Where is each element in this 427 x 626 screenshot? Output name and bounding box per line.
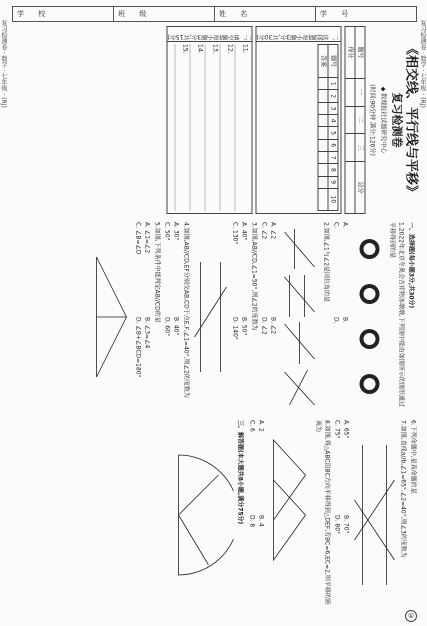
fill-blank-number: 15. (181, 44, 189, 54)
angle-figures (280, 227, 320, 407)
fill-blank-number: 11. (241, 44, 249, 54)
question-5-options (134, 222, 152, 412)
question-2-options (260, 222, 278, 412)
question-3 (250, 222, 259, 412)
answer-grid-number: 7 (328, 151, 338, 163)
score-cell[interactable] (345, 162, 355, 214)
option-a[interactable]: A. 40° (240, 222, 248, 241)
question-4-options (163, 222, 181, 412)
question-number: 5. (153, 222, 161, 228)
option-b[interactable]: B. (341, 317, 349, 324)
option-c[interactable]: C. 50° (163, 222, 171, 241)
answer-grid-number: 9 (328, 176, 338, 188)
score-header-cell: 题号 (355, 27, 365, 79)
option-c[interactable]: C. ∠B=∠D (134, 222, 142, 255)
column-1 (8, 26, 419, 214)
option-c[interactable]: C. (332, 222, 340, 229)
mascot-icon (360, 284, 380, 304)
question-7-options (333, 420, 351, 610)
fill-blank-item[interactable] (174, 44, 189, 211)
class-field[interactable] (114, 7, 215, 21)
mascot-icon (360, 374, 380, 394)
answer-cell[interactable] (318, 164, 328, 176)
question-number: 3. (250, 222, 258, 228)
answer-grid-number: 5 (328, 127, 338, 139)
question-number: 2. (322, 222, 330, 228)
left-margin-strip: 复习检测卷 · 数学 · 七年级 · (RJ) (0, 20, 7, 108)
question-6 (409, 420, 418, 610)
exam-page (8, 26, 419, 618)
answer-cell[interactable] (318, 139, 328, 151)
score-cell[interactable] (345, 106, 355, 134)
answer-cell[interactable] (318, 188, 328, 210)
mascot-icon (360, 329, 380, 349)
id-field[interactable] (316, 7, 416, 21)
mascot-icon (360, 239, 380, 259)
exam-title: 《相交线、平行线与平移》 (403, 41, 419, 198)
option-c[interactable]: C. 6 (248, 420, 256, 432)
right-margin-strip: 复习检测卷 · 数学 · 七年级 · (RJ) (419, 20, 426, 108)
fill-blank-item[interactable] (219, 44, 234, 211)
question-text: 如图,AB//CD,EF分别交AB,CD于点E,F,∠1=40°,则∠2的度数为 (182, 227, 190, 398)
question-3-options (231, 222, 249, 412)
answer-grid-number: 10 (328, 188, 338, 210)
parallel-lines-figure (193, 257, 229, 377)
school-field[interactable] (13, 7, 114, 21)
answer-grid-label: 题号 (328, 45, 338, 78)
page-number: ① (405, 610, 417, 622)
answer-grid-number: 4 (328, 115, 338, 127)
question-2 (322, 222, 331, 412)
question-text: 如图,下列条件中能判定AB//CD的是 (153, 227, 161, 323)
question-text: 如图,将△ABC沿BC方向平移得到△DEF,若BC=6,EC=2,则平移的距离为 (314, 420, 331, 605)
answer-row-label: 答案 (318, 45, 328, 78)
id-label: 学 号 (320, 10, 355, 18)
exam-subtitle: 复习检测卷 (390, 92, 404, 148)
option-b[interactable]: B. 70° (342, 515, 350, 534)
question-1 (388, 222, 406, 412)
fill-blank-item[interactable] (189, 44, 204, 211)
question-1-options (332, 222, 350, 412)
option-a[interactable]: A. 30° (172, 222, 180, 241)
answer-grid-number: 2 (328, 90, 338, 102)
option-b[interactable]: B. ∠3=∠4 (143, 317, 151, 349)
option-a[interactable]: A. ∠1=∠2 (143, 222, 151, 254)
option-a[interactable]: A. 2 (257, 420, 265, 432)
option-d[interactable]: D. ∠2 (260, 317, 268, 335)
question-8 (314, 420, 332, 610)
score-header-cell: 三 (355, 134, 365, 162)
score-header-cell: 二 (355, 106, 365, 134)
time-info: (时间:90分钟 满分:120分) (368, 84, 376, 156)
section-2-side-label: 二、填空题(每小题3分,共15分) (167, 27, 251, 42)
question-text: 2022年北京冬奥会吉祥物冰墩墩,下列图中能由如图所示的图形通过平移得到的是 (388, 222, 405, 407)
option-b[interactable]: B. ∠2 (269, 317, 277, 335)
question-number: 1. (397, 222, 405, 228)
score-header-cell: 一 (355, 78, 365, 106)
option-d[interactable]: D. (332, 317, 340, 324)
fill-blank-box (166, 26, 252, 214)
question-number: 7. (399, 420, 407, 426)
lines-ab-figure (353, 440, 397, 590)
question-number: 6. (409, 420, 417, 426)
name-field[interactable] (215, 7, 316, 21)
score-table (345, 26, 366, 214)
option-d[interactable]: D. 8 (248, 515, 256, 528)
name-label: 姓 名 (219, 10, 254, 18)
triangle-figure (92, 247, 132, 387)
option-c[interactable]: C. 75° (333, 420, 341, 439)
answer-grid-number: 3 (328, 102, 338, 114)
answer-grid (318, 44, 339, 211)
rotated-content (8, 26, 419, 618)
question-number: 8. (323, 420, 331, 426)
score-cell[interactable] (345, 134, 355, 162)
fill-blank-number: 14. (196, 44, 204, 54)
answer-cell[interactable] (318, 151, 328, 163)
school-label: 学 校 (17, 10, 52, 18)
question-7 (399, 420, 408, 610)
section-1-heading: 一、选择题(每小题3分,共30分) (407, 222, 415, 309)
score-header-cell: 总分 (355, 162, 365, 214)
answer-cell[interactable] (318, 127, 328, 139)
option-d[interactable]: D. ∠B+∠BCD=180° (134, 317, 142, 378)
question-text: 如图,AB//CD,∠1=50°,则∠2的度数为 (250, 227, 258, 331)
protractor-figure (174, 435, 234, 595)
question-text: 如图,∠1与∠2是同位角的是 (322, 227, 330, 303)
question-8-options (248, 420, 266, 610)
column-3 (8, 420, 419, 610)
org-label: ◆ 数理报社试题研究中心 (379, 86, 387, 154)
translation-figure (268, 435, 312, 595)
answer-grid-number: 6 (328, 139, 338, 151)
column-2 (8, 222, 419, 412)
answer-cell[interactable] (318, 102, 328, 114)
fill-blank-list (167, 42, 251, 213)
answer-cell[interactable] (318, 90, 328, 102)
fill-blank-item[interactable] (234, 44, 249, 211)
option-b[interactable]: B. 4 (257, 515, 265, 527)
mascot-figures (352, 227, 386, 407)
fill-blank-number: 13. (211, 44, 219, 54)
option-a[interactable]: A. ∠2 (269, 222, 277, 240)
class-label: 班 级 (118, 10, 153, 18)
option-d[interactable]: D. 60° (163, 317, 171, 337)
question-4 (182, 222, 191, 412)
option-b[interactable]: B. 50° (240, 317, 248, 336)
fill-blank-item[interactable] (204, 44, 219, 211)
section-3-heading: 三、解答题(本大题共8小题,满分75分) (236, 420, 244, 525)
option-c[interactable]: C. 130° (231, 222, 239, 245)
question-number: 4. (182, 222, 190, 228)
answer-grid-number: 8 (328, 164, 338, 176)
score-row-label: 得分 (345, 27, 355, 79)
answer-grid-number: 1 (328, 78, 338, 90)
student-info-header (12, 6, 417, 22)
score-cell[interactable] (345, 78, 355, 106)
answer-cell[interactable] (318, 78, 328, 90)
fill-blank-number: 12. (226, 44, 234, 54)
option-c[interactable]: C. ∠2 (260, 222, 268, 240)
question-5 (153, 222, 162, 412)
option-a[interactable]: A. 65° (342, 420, 350, 439)
answer-cell[interactable] (318, 176, 328, 188)
question-text: 下列命题中,是真命题的是 (409, 425, 417, 494)
answer-box (255, 26, 341, 214)
answer-cell[interactable] (318, 115, 328, 127)
section-1-side-label: 一、选择题(每小题3分,共30分) (256, 27, 340, 42)
option-a[interactable]: A. (341, 222, 349, 228)
option-b[interactable]: B. 40° (172, 317, 180, 336)
question-text: 如图,直线a//b,∠1=65°,∠2=40°,则∠3的度数为 (399, 425, 407, 558)
option-d[interactable]: D. 140° (231, 317, 239, 340)
option-d[interactable]: D. 80° (333, 515, 341, 535)
